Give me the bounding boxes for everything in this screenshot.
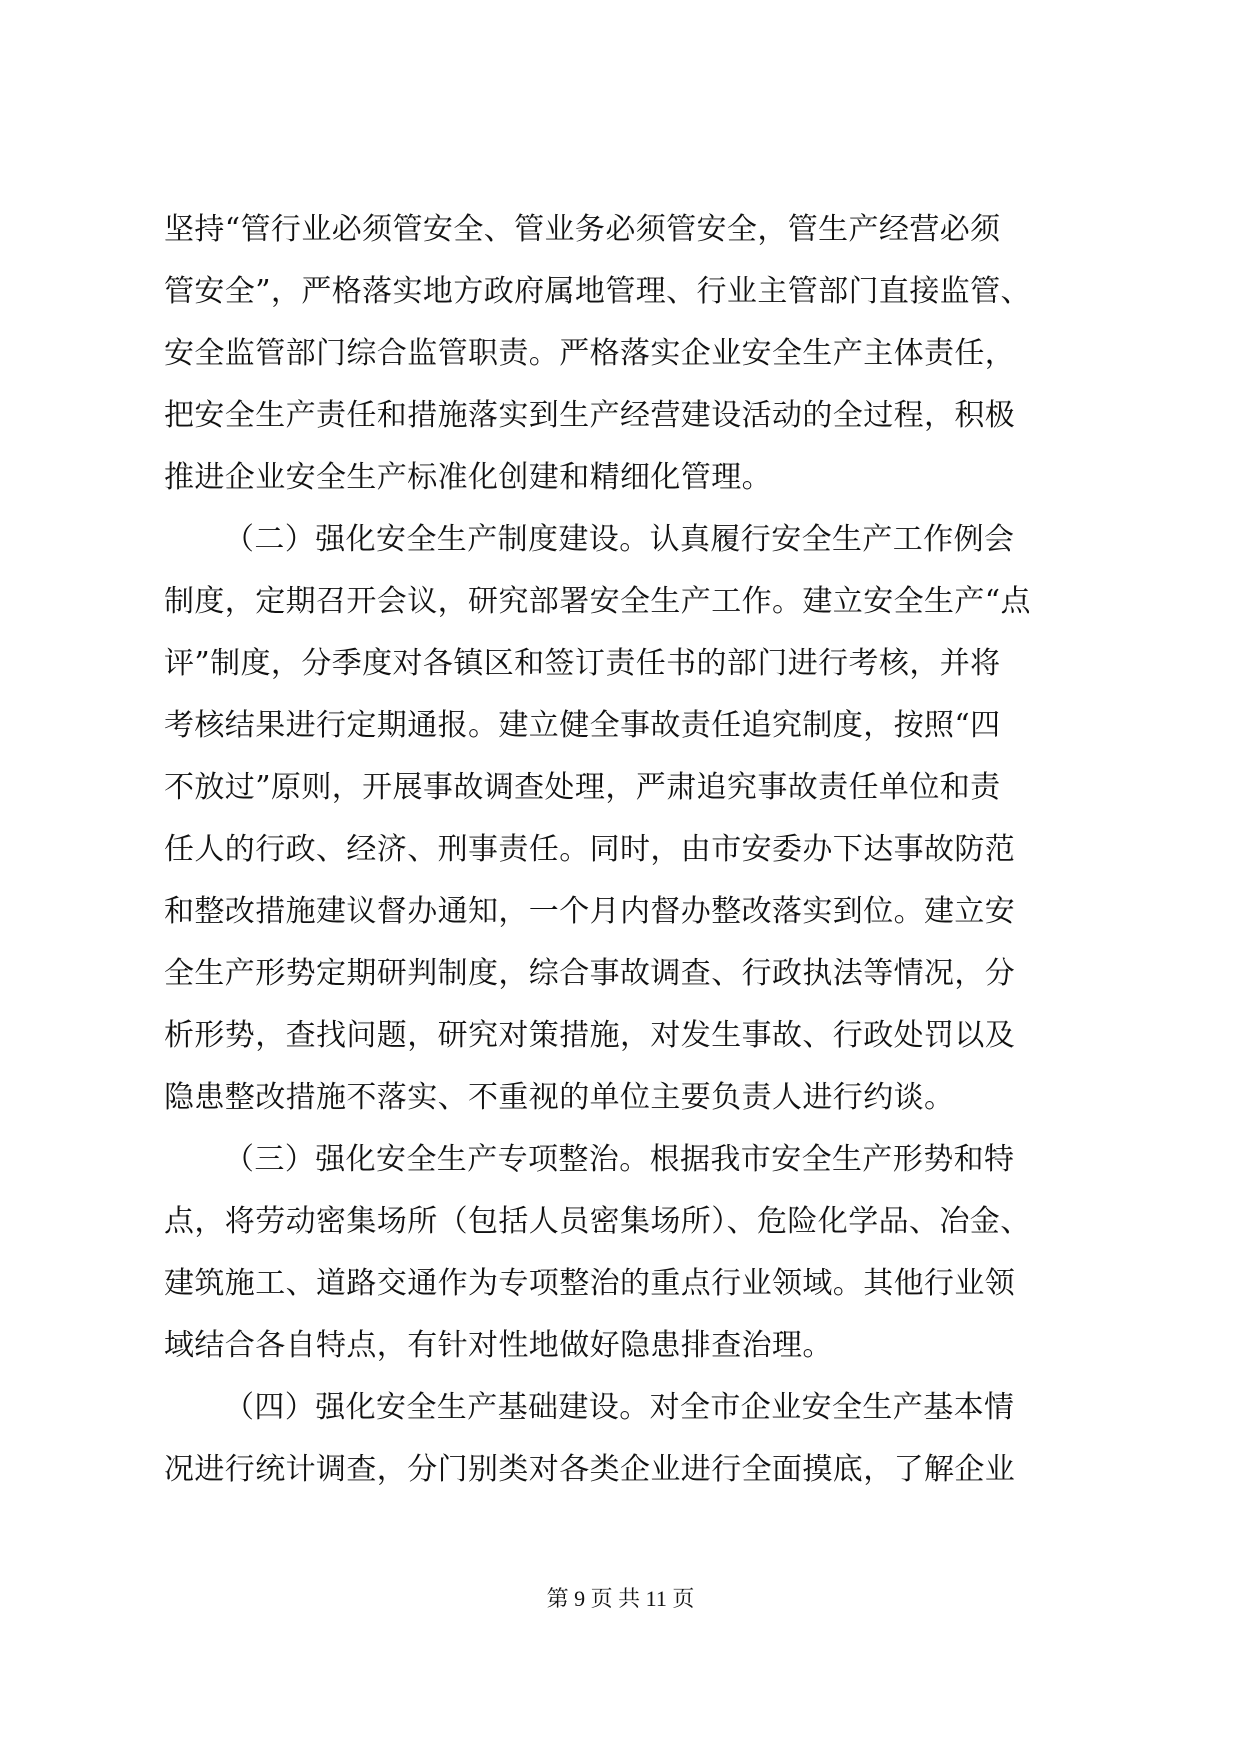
text-line: 推进企业安全生产标准化创建和精细化管理。 [164, 460, 772, 495]
paragraph-heading-line: （四）强化安全生产基础建设。对全市企业安全生产基本情 [224, 1390, 1015, 1425]
text-line: 析形势，查找问题，研究对策措施，对发生事故、行政处罚以及 [164, 1018, 1016, 1053]
text-line: 把安全生产责任和措施落实到生产经营建设活动的全过程，积极 [164, 398, 1016, 433]
text-line: 考核结果进行定期通报。建立健全事故责任追究制度，按照“四 [164, 708, 1001, 743]
paragraph-heading-line: （三）强化安全生产专项整治。根据我市安全生产形势和特 [224, 1142, 1015, 1177]
text-line: 评”制度，分季度对各镇区和签订责任书的部门进行考核，并将 [164, 646, 1001, 681]
text-line: 点，将劳动密集场所（包括人员密集场所）、危险化学品、冶金、 [164, 1204, 1031, 1239]
body-text [164, 199, 1084, 1501]
text-line: 和整改措施建议督办通知，一个月内督办整改落实到位。建立安 [164, 894, 1016, 929]
text-line: 域结合各自特点，有针对性地做好隐患排查治理。 [164, 1328, 833, 1363]
text-line: 坚持“管行业必须管安全、管业务必须管安全，管生产经营必须 [164, 212, 1001, 247]
text-line: 任人的行政、经济、刑事责任。同时，由市安委办下达事故防范 [164, 832, 1016, 867]
text-line: 况进行统计调查，分门别类对各类企业进行全面摸底，了解企业 [164, 1452, 1016, 1487]
text-line: 全生产形势定期研判制度，综合事故调查、行政执法等情况，分 [164, 956, 1016, 991]
page-number-footer: 第 9 页 共 11 页 [546, 1586, 695, 1611]
paragraph-heading-line: （二）强化安全生产制度建设。认真履行安全生产工作例会 [224, 522, 1015, 557]
text-line: 管安全”，严格落实地方政府属地管理、行业主管部门直接监管、 [164, 274, 1031, 309]
text-line: 制度，定期召开会议，研究部署安全生产工作。建立安全生产“点 [164, 584, 1031, 619]
text-line: 安全监管部门综合监管职责。严格落实企业安全生产主体责任， [164, 336, 1016, 371]
text-line: 不放过”原则，开展事故调查处理，严肃追究事故责任单位和责 [164, 770, 1001, 805]
text-line: 建筑施工、道路交通作为专项整治的重点行业领域。其他行业领 [164, 1266, 1016, 1301]
text-line: 隐患整改措施不落实、不重视的单位主要负责人进行约谈。 [164, 1080, 955, 1115]
